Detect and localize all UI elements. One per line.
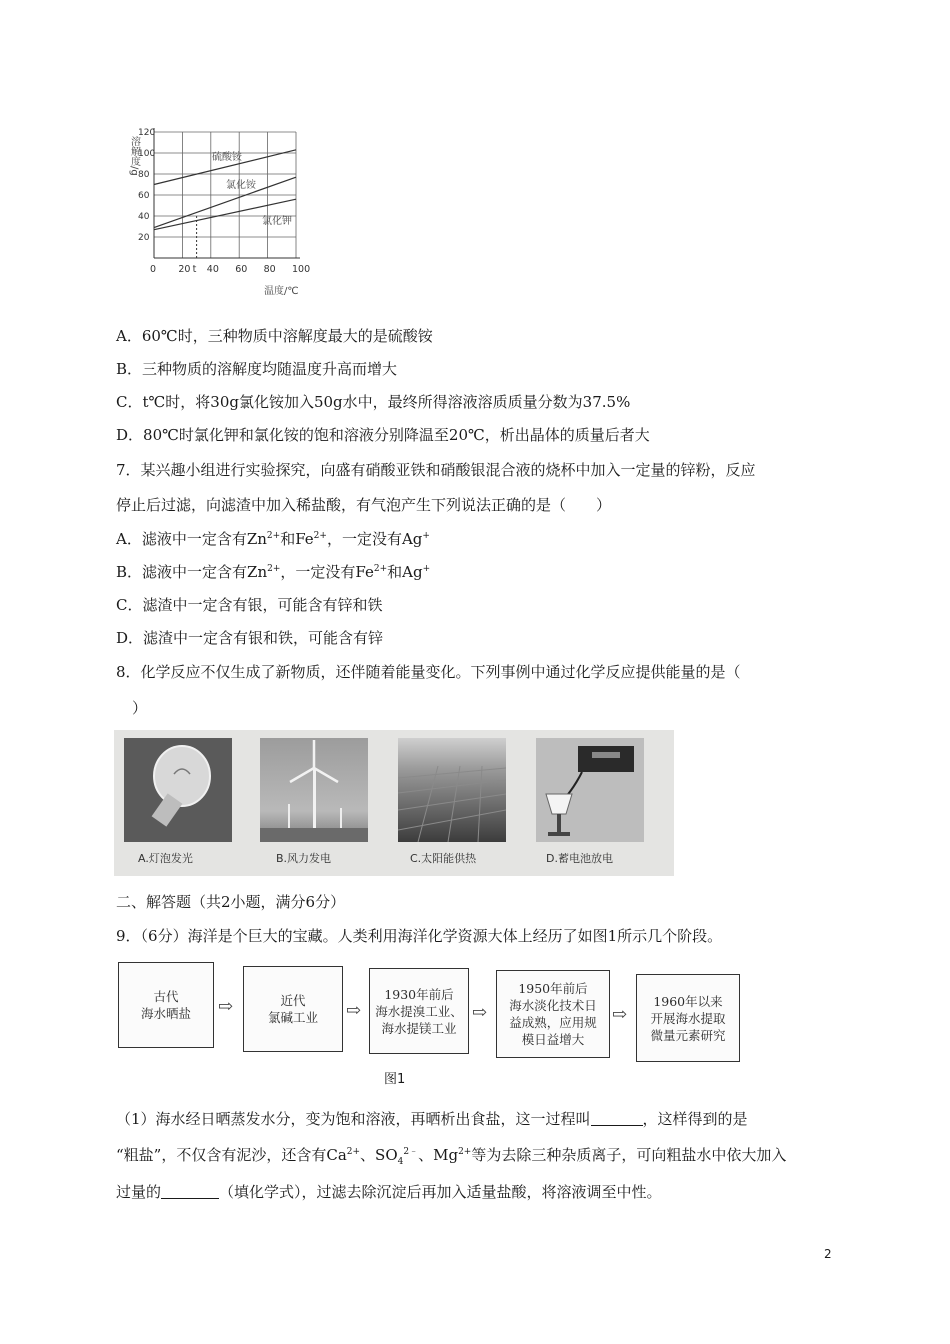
series-label-ammonium-sulfate: 硫酸铵 <box>212 152 242 163</box>
q7-option-d: D．滤渣中一定含有银和铁，可能含有锌 <box>116 629 384 647</box>
flow-box-1930: 1930年前后 海水提溴工业、 海水提镁工业 <box>369 968 469 1054</box>
solubility-chart <box>128 122 324 302</box>
x-tick-label: 40 <box>206 264 219 275</box>
q7-option-a: A．滤液中一定含有$Zn^{2+}$和$Fe^{2+}$，一定没有Ag+ <box>116 530 430 548</box>
series-label-ammonium-chloride: 氯化铵 <box>226 180 256 191</box>
q6-option-d: D．80℃时氯化钾和氯化铵的饱和溶液分别降温至20℃，析出晶体的质量后者大 <box>116 426 650 444</box>
x-tick-label: t <box>192 264 197 275</box>
q8-stem-line1: 8．化学反应不仅生成了新物质，还伴随着能量变化。下列事例中通过化学反应提供能量的是（ <box>116 663 741 681</box>
chart-xlabel: 温度/℃ <box>264 286 299 297</box>
light-bulb-photo <box>124 738 232 842</box>
q8-photo-strip <box>114 730 674 876</box>
flow-box-1950: 1950年前后 海水淡化技术日 益成熟，应用规 模日益增大 <box>496 970 610 1058</box>
x-tick-label: 0 <box>150 264 157 275</box>
flow-arrow-icon: ⇨ <box>612 1004 628 1025</box>
q8-caption-d: D.蓄电池放电 <box>546 852 613 865</box>
q8-caption-c: C.太阳能供热 <box>410 852 477 865</box>
q8-stem-line2: ） <box>132 699 148 717</box>
y-tick-label: 120 <box>138 128 156 138</box>
q9-stem: 9．（6分）海洋是个巨大的宝藏。人类利用海洋化学资源大体上经历了如图1所示几个阶段。 <box>116 927 723 945</box>
q6-option-c: C．t℃时，将30g氯化铵加入50g水中，最终所得溶液溶质质量分数为37.5% <box>116 393 631 411</box>
q6-option-a: A．60℃时，三种物质中溶解度最大的是硫酸铵 <box>116 327 433 345</box>
y-tick-label: 100 <box>138 149 156 159</box>
flow-box-modern: 近代 氯碱工业 <box>243 966 343 1052</box>
y-tick-label: 60 <box>138 191 150 201</box>
flow-arrow-icon: ⇨ <box>346 1000 362 1021</box>
q9-part1-line1: （1）海水经日晒蒸发水分，变为饱和溶液，再晒析出食盐，这一过程叫 ，这样得到的是 <box>116 1110 748 1128</box>
section-2-heading: 二、解答题（共2小题，满分6分） <box>116 893 346 911</box>
chart-ylabel: 溶解度/g <box>128 136 140 176</box>
answer-blank-2[interactable] <box>161 1184 219 1199</box>
y-tick-label: 20 <box>138 233 150 243</box>
x-tick-label: 20 <box>178 264 191 275</box>
q8-caption-b: B.风力发电 <box>276 852 332 865</box>
q9-part1-line2: “粗盐”，不仅含有泥沙，还含有$Ca^{2+}$、$SO_4^{2﹣}$、$Mg^{2+}$等为去除三种杂质离子，可向粗盐水中依大加入 <box>116 1146 787 1167</box>
q7-option-b: B．滤液中一定含有$Zn^{2+}$，一定没有$Fe^{2+}$和Ag+ <box>116 563 431 581</box>
flow-box-1960: 1960年以来 开展海水提取 微量元素研究 <box>636 974 740 1062</box>
q7-stem-line1: 7．某兴趣小组进行实验探究，向盛有硝酸亚铁和硝酸银混合液的烧杯中加入一定量的锌粉，反应 <box>116 461 756 479</box>
y-tick-label: 40 <box>138 212 150 222</box>
flow-arrow-icon: ⇨ <box>218 996 234 1017</box>
flow-arrow-icon: ⇨ <box>472 1002 488 1023</box>
battery-lamp-photo <box>536 738 644 842</box>
chart-series <box>154 150 296 258</box>
page-number: 2 <box>824 1247 832 1261</box>
q9-part1-line3: 过量的 （填化学式），过滤去除沉淀后再加入适量盐酸，将溶液调至中性。 <box>116 1183 662 1201</box>
q7-option-c: C．滤渣中一定含有银，可能含有锌和铁 <box>116 596 383 614</box>
wind-turbine-photo <box>260 738 368 842</box>
answer-blank-1[interactable] <box>591 1111 643 1126</box>
x-tick-label: 60 <box>235 264 248 275</box>
q7-stem-line2: 停止后过滤，向滤渣中加入稀盐酸，有气泡产生下列说法正确的是（ ） <box>116 496 612 514</box>
chart-grid <box>154 128 300 258</box>
y-tick-label: 80 <box>138 170 150 180</box>
solar-panel-photo <box>398 738 506 842</box>
series-label-potassium-chloride: 氯化钾 <box>262 216 292 227</box>
q8-caption-a: A.灯泡发光 <box>138 852 193 865</box>
figure-1-label: 图1 <box>384 1072 406 1087</box>
x-tick-label: 80 <box>263 264 276 275</box>
flow-box-ancient: 古代 海水晒盐 <box>118 962 214 1048</box>
x-tick-label: 100 <box>292 264 311 275</box>
q6-option-b: B．三种物质的溶解度均随温度升高而增大 <box>116 360 398 378</box>
